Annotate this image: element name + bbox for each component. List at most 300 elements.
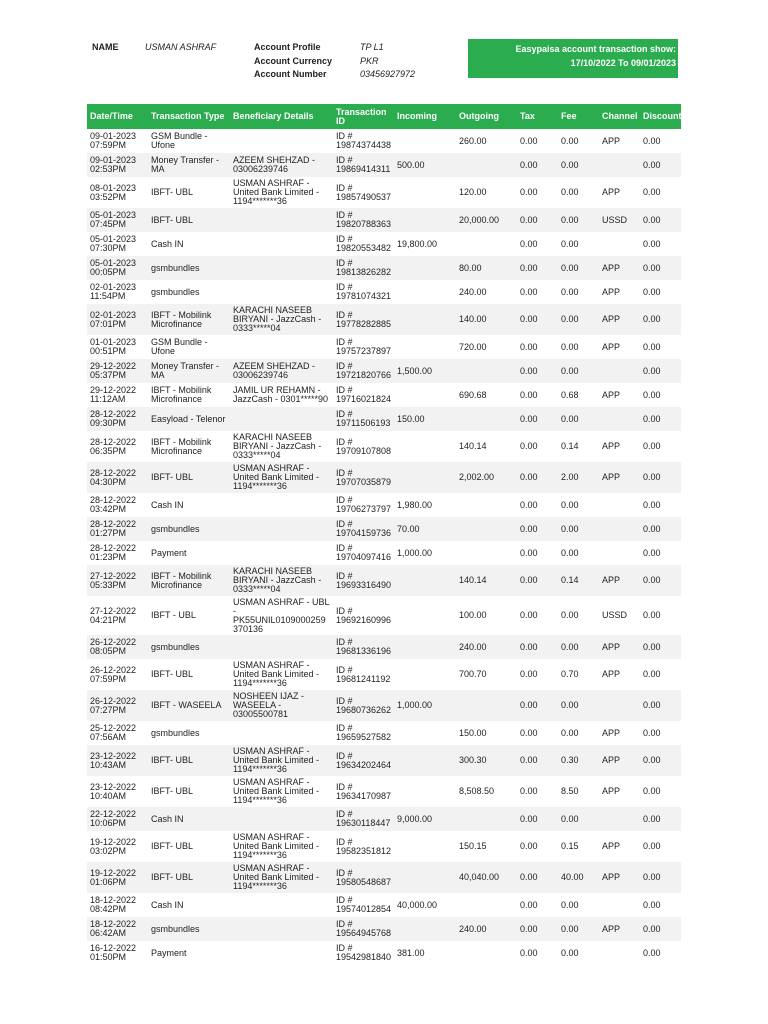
table-header-row <box>87 104 681 129</box>
tax-cell: 0.00 <box>520 286 538 297</box>
table-row <box>87 304 681 335</box>
transaction-type-cell: IBFT - Mobilink Microfinance <box>151 436 212 456</box>
transaction-id-cell: ID # 19659527582 <box>336 723 392 742</box>
incoming-cell <box>394 721 456 745</box>
outgoing-cell: 260.00 <box>459 135 487 146</box>
transaction-type-cell: gsmbundles <box>151 641 200 652</box>
tax-cell: 0.00 <box>520 159 538 170</box>
outgoing-cell: 240.00 <box>459 923 487 934</box>
tax-cell: 0.00 <box>520 755 538 765</box>
col-transaction-id-header: Transaction ID <box>336 106 387 126</box>
beneficiary-cell: KARACHI NASEEB BIRYANI - JazzCash - 0333*****04 <box>233 432 322 460</box>
channel-cell <box>599 493 640 517</box>
outgoing-cell: 150.00 <box>459 727 487 738</box>
channel-cell: APP <box>602 441 621 451</box>
tax-cell: 0.00 <box>520 187 538 197</box>
outgoing-cell: 80.00 <box>459 262 482 273</box>
discount-cell: 0.00 <box>643 286 661 297</box>
outgoing-cell <box>456 893 517 917</box>
incoming-cell <box>394 177 456 208</box>
outgoing-cell: 8,508.50 <box>459 786 495 796</box>
incoming-cell <box>394 335 456 359</box>
tax-cell: 0.00 <box>520 947 538 958</box>
transaction-type-cell: Cash IN <box>151 499 184 510</box>
date-time-cell: 01-01-2023 00:51PM <box>90 337 137 356</box>
date-time-cell: 22-12-2022 10:06PM <box>90 809 137 828</box>
transaction-type-cell: IBFT- UBL <box>151 669 194 679</box>
name-value: USMAN ASHRAF <box>145 42 217 52</box>
fee-cell: 0.00 <box>561 314 579 324</box>
fee-cell: 0.00 <box>561 523 579 534</box>
account-number-label: Account Number <box>254 69 327 79</box>
fee-cell: 0.68 <box>561 389 579 400</box>
transaction-type-cell: IBFT- UBL <box>151 755 194 765</box>
discount-cell: 0.00 <box>643 947 661 958</box>
statement-period-box <box>468 39 678 78</box>
beneficiary-cell <box>230 517 333 541</box>
col-incoming-header: Incoming <box>397 111 437 121</box>
fee-cell: 0.00 <box>561 813 579 824</box>
incoming-cell: 40,000.00 <box>397 899 438 910</box>
discount-cell: 0.00 <box>643 341 661 352</box>
fee-cell: 0.00 <box>561 727 579 738</box>
date-time-cell: 28-12-2022 06:35PM <box>90 436 137 456</box>
transaction-id-cell: ID # 19711506193 <box>336 409 391 428</box>
col-transaction-type-header: Transaction Type <box>151 111 225 121</box>
beneficiary-cell <box>230 493 333 517</box>
date-time-cell: 28-12-2022 09:30PM <box>90 409 137 428</box>
channel-cell: APP <box>602 389 621 400</box>
incoming-cell: 500.00 <box>397 159 425 170</box>
table-row <box>87 541 681 565</box>
date-time-cell: 09-01-2023 02:53PM <box>90 155 137 174</box>
incoming-cell <box>394 635 456 659</box>
table-row <box>87 153 681 177</box>
incoming-cell: 1,000.00 <box>397 700 433 710</box>
date-time-cell: 29-12-2022 11:12AM <box>90 385 137 404</box>
incoming-cell <box>394 431 456 462</box>
discount-cell: 0.00 <box>643 727 661 738</box>
date-time-cell: 05-01-2023 00:05PM <box>90 258 137 277</box>
discount-cell: 0.00 <box>643 575 661 585</box>
tax-cell: 0.00 <box>520 523 538 534</box>
transaction-id-cell: ID # 19709107808 <box>336 436 392 456</box>
table-row <box>87 596 681 635</box>
transaction-id-cell: ID # 19634170987 <box>336 781 392 801</box>
beneficiary-cell: USMAN ASHRAF - United Bank Limited - 1194*******36 <box>233 463 320 491</box>
date-time-cell: 28-12-2022 04:30PM <box>90 467 137 487</box>
col-date-time-header: Date/Time <box>90 111 133 121</box>
tax-cell: 0.00 <box>520 727 538 738</box>
transaction-id-cell: ID # 19716021824 <box>336 385 392 404</box>
incoming-cell <box>394 129 456 153</box>
date-time-cell: 26-12-2022 07:27PM <box>90 695 137 715</box>
outgoing-cell <box>456 807 517 831</box>
transaction-type-cell: Payment <box>151 547 187 558</box>
transaction-type-cell: gsmbundles <box>151 286 200 297</box>
incoming-cell <box>394 917 456 941</box>
beneficiary-cell: USMAN ASHRAF - United Bank Limited - 1194*******36 <box>233 178 320 206</box>
date-time-cell: 09-01-2023 07:59PM <box>90 131 137 150</box>
col-fee-header: Fee <box>561 111 577 121</box>
channel-cell: APP <box>602 786 621 796</box>
fee-cell: 0.00 <box>561 547 579 558</box>
table-row <box>87 232 681 256</box>
tax-cell: 0.00 <box>520 472 538 482</box>
outgoing-cell: 140.14 <box>459 575 487 585</box>
transaction-id-cell: ID # 19820553482 <box>336 234 392 253</box>
table-row <box>87 941 681 965</box>
beneficiary-cell: USMAN ASHRAF - United Bank Limited - 1194*******36 <box>233 863 320 891</box>
table-row <box>87 383 681 407</box>
transaction-type-cell: IBFT- UBL <box>151 187 194 197</box>
channel-cell <box>599 941 640 965</box>
date-time-cell: 05-01-2023 07:45PM <box>90 210 137 229</box>
channel-cell: APP <box>602 135 621 146</box>
channel-cell <box>599 407 640 431</box>
incoming-cell <box>394 745 456 776</box>
beneficiary-cell <box>230 941 333 965</box>
incoming-cell <box>394 596 456 635</box>
discount-cell: 0.00 <box>643 523 661 534</box>
outgoing-cell <box>456 407 517 431</box>
beneficiary-cell: AZEEM SHEHZAD - 03006239746 <box>233 155 316 174</box>
incoming-cell: 9,000.00 <box>397 813 433 824</box>
account-profile-value: TP L1 <box>360 42 384 52</box>
fee-cell: 0.00 <box>561 187 579 197</box>
date-time-cell: 02-01-2023 07:01PM <box>90 309 137 329</box>
transaction-type-cell: gsmbundles <box>151 262 200 273</box>
transactions-table <box>87 104 681 965</box>
transaction-type-cell: IBFT- UBL <box>151 841 194 851</box>
beneficiary-cell: AZEEM SHEHZAD - 03006239746 <box>233 361 316 380</box>
tax-cell: 0.00 <box>520 786 538 796</box>
table-row <box>87 208 681 232</box>
beneficiary-cell: USMAN ASHRAF - United Bank Limited - 1194*******36 <box>233 660 320 688</box>
fee-cell: 0.00 <box>561 923 579 934</box>
fee-cell: 8.50 <box>561 786 579 796</box>
transaction-id-cell: ID # 19564945768 <box>336 919 392 938</box>
transaction-type-cell: IBFT - Mobilink Microfinance <box>151 309 212 329</box>
beneficiary-cell <box>230 917 333 941</box>
tax-cell: 0.00 <box>520 441 538 451</box>
tax-cell: 0.00 <box>520 547 538 558</box>
outgoing-cell <box>456 541 517 565</box>
discount-cell: 0.00 <box>643 214 661 225</box>
channel-cell: APP <box>602 286 621 297</box>
transaction-type-cell: Money Transfer - MA <box>151 361 220 380</box>
fee-cell: 0.00 <box>561 365 579 376</box>
outgoing-cell: 720.00 <box>459 341 487 352</box>
transaction-id-cell: ID # 19692160996 <box>336 605 392 625</box>
transaction-type-cell: gsmbundles <box>151 923 200 934</box>
incoming-cell: 1,000.00 <box>397 547 433 558</box>
beneficiary-cell: JAMIL UR REHAMN - JazzCash - 0301*****90 <box>233 385 329 404</box>
transaction-id-cell: ID # 19582351812 <box>336 836 392 856</box>
discount-cell: 0.00 <box>643 923 661 934</box>
col-channel-header: Channel <box>602 111 638 121</box>
discount-cell: 0.00 <box>643 872 661 882</box>
outgoing-cell: 240.00 <box>459 286 487 297</box>
tax-cell: 0.00 <box>520 923 538 934</box>
discount-cell: 0.00 <box>643 669 661 679</box>
transaction-type-cell: Payment <box>151 947 187 958</box>
fee-cell: 0.00 <box>561 341 579 352</box>
channel-cell: APP <box>602 923 621 934</box>
transaction-type-cell: Cash IN <box>151 238 184 249</box>
beneficiary-cell: NOSHEEN IJAZ - WASEELA - 03005500781 <box>233 691 305 719</box>
tax-cell: 0.00 <box>520 262 538 273</box>
channel-cell: APP <box>602 262 621 273</box>
transaction-type-cell: gsmbundles <box>151 727 200 738</box>
tax-cell: 0.00 <box>520 135 538 146</box>
tax-cell: 0.00 <box>520 700 538 710</box>
fee-cell: 0.14 <box>561 575 579 585</box>
outgoing-cell: 300.30 <box>459 755 487 765</box>
tax-cell: 0.00 <box>520 575 538 585</box>
table-row <box>87 335 681 359</box>
tax-cell: 0.00 <box>520 341 538 352</box>
table-row <box>87 721 681 745</box>
channel-cell: APP <box>602 841 621 851</box>
beneficiary-cell <box>230 407 333 431</box>
table-row <box>87 177 681 208</box>
fee-cell: 0.00 <box>561 214 579 225</box>
table-row <box>87 831 681 862</box>
table-row <box>87 462 681 493</box>
outgoing-cell: 150.15 <box>459 841 487 851</box>
fee-cell: 0.00 <box>561 262 579 273</box>
transaction-type-cell: IBFT- UBL <box>151 472 194 482</box>
fee-cell: 40.00 <box>561 872 584 882</box>
discount-cell: 0.00 <box>643 441 661 451</box>
table-row <box>87 776 681 807</box>
transaction-id-cell: ID # 19857490537 <box>336 182 392 202</box>
channel-cell <box>599 893 640 917</box>
discount-cell: 0.00 <box>643 700 661 710</box>
channel-cell: APP <box>602 314 621 324</box>
beneficiary-cell: USMAN ASHRAF - United Bank Limited - 1194*******36 <box>233 832 320 860</box>
discount-cell: 0.00 <box>643 641 661 652</box>
transaction-id-cell: ID # 19757237897 <box>336 337 392 356</box>
table-row <box>87 517 681 541</box>
tax-cell: 0.00 <box>520 499 538 510</box>
beneficiary-cell: USMAN ASHRAF - UBL - PK55UNIL0109000259 370136 <box>233 596 330 634</box>
transaction-type-cell: gsmbundles <box>151 523 200 534</box>
beneficiary-cell <box>230 129 333 153</box>
date-time-cell: 18-12-2022 06:42AM <box>90 919 137 938</box>
date-time-cell: 25-12-2022 07:56AM <box>90 723 137 742</box>
incoming-cell <box>394 831 456 862</box>
account-currency-label: Account Currency <box>254 55 333 66</box>
transaction-id-cell: ID # 19630118447 <box>336 809 391 828</box>
outgoing-cell: 700.70 <box>459 669 487 679</box>
fee-cell: 0.00 <box>561 899 579 910</box>
table-row <box>87 745 681 776</box>
col-beneficiary-details-header: Beneficiary Details <box>233 111 314 121</box>
account-currency-value: PKR <box>360 55 379 66</box>
tax-cell: 0.00 <box>520 413 538 424</box>
col-outgoing-header: Outgoing <box>459 111 499 121</box>
transaction-id-cell: ID # 19706273797 <box>336 495 392 514</box>
table-body <box>87 129 681 965</box>
table-row <box>87 635 681 659</box>
discount-cell: 0.00 <box>643 472 661 482</box>
channel-cell <box>599 690 640 721</box>
incoming-cell <box>394 256 456 280</box>
transaction-type-cell: IBFT- UBL <box>151 786 194 796</box>
transaction-id-cell: ID # 19681336196 <box>336 637 392 656</box>
beneficiary-cell <box>230 256 333 280</box>
incoming-cell <box>394 776 456 807</box>
channel-cell: APP <box>602 669 621 679</box>
transaction-type-cell: GSM Bundle - Ufone <box>151 337 208 356</box>
date-time-cell: 23-12-2022 10:40AM <box>90 781 137 801</box>
tax-cell: 0.00 <box>520 314 538 324</box>
outgoing-cell: 20,000.00 <box>459 214 500 225</box>
transaction-id-cell: ID # 19681241192 <box>336 664 391 684</box>
date-time-cell: 29-12-2022 05:37PM <box>90 361 137 380</box>
incoming-cell: 150.00 <box>397 413 425 424</box>
transaction-id-cell: ID # 19680736262 <box>336 695 392 715</box>
discount-cell: 0.00 <box>643 238 661 249</box>
incoming-cell <box>394 383 456 407</box>
transaction-type-cell: IBFT - UBL <box>151 610 196 620</box>
account-meta-labels <box>254 41 332 82</box>
discount-cell: 0.00 <box>643 499 661 510</box>
incoming-cell: 1,980.00 <box>397 499 433 510</box>
transaction-type-cell: IBFT - WASEELA <box>151 700 222 710</box>
table-row <box>87 917 681 941</box>
tax-cell: 0.00 <box>520 899 538 910</box>
outgoing-cell: 140.14 <box>459 441 487 451</box>
tax-cell: 0.00 <box>520 238 538 249</box>
transaction-id-cell: ID # 19820788363 <box>336 210 392 229</box>
outgoing-cell <box>456 493 517 517</box>
fee-cell: 0.00 <box>561 700 579 710</box>
fee-cell: 0.00 <box>561 413 579 424</box>
discount-cell: 0.00 <box>643 547 661 558</box>
discount-cell: 0.00 <box>643 187 661 197</box>
account-meta-values <box>360 41 415 82</box>
discount-cell: 0.00 <box>643 899 661 910</box>
date-time-cell: 28-12-2022 01:27PM <box>90 519 137 538</box>
name-label: NAME <box>92 42 119 52</box>
channel-cell <box>599 541 640 565</box>
tax-cell: 0.00 <box>520 610 538 620</box>
table-row <box>87 431 681 462</box>
outgoing-cell: 120.00 <box>459 187 487 197</box>
fee-cell: 0.15 <box>561 841 579 851</box>
transaction-id-cell: ID # 19634202464 <box>336 750 392 770</box>
beneficiary-cell <box>230 635 333 659</box>
channel-cell: APP <box>602 641 621 652</box>
fee-cell: 0.00 <box>561 159 579 170</box>
discount-cell: 0.00 <box>643 413 661 424</box>
account-number-value: 03456927972 <box>360 69 416 79</box>
beneficiary-cell <box>230 807 333 831</box>
col-discount-header: Discount <box>643 111 682 121</box>
table-row <box>87 493 681 517</box>
statement-range: 17/10/2022 To 09/01/2023 <box>570 58 676 68</box>
channel-cell: APP <box>602 472 621 482</box>
date-time-cell: 28-12-2022 01:23PM <box>90 543 137 562</box>
beneficiary-cell: KARACHI NASEEB BIRYANI - JazzCash - 0333*****04 <box>233 305 322 333</box>
incoming-cell <box>394 565 456 596</box>
date-time-cell: 05-01-2023 07:30PM <box>90 234 137 253</box>
incoming-cell <box>394 862 456 893</box>
channel-cell <box>599 807 640 831</box>
transaction-type-cell: GSM Bundle - Ufone <box>151 131 208 150</box>
fee-cell: 0.00 <box>561 238 579 249</box>
date-time-cell: 19-12-2022 01:06PM <box>90 867 137 887</box>
channel-cell <box>599 359 640 383</box>
beneficiary-cell: USMAN ASHRAF - United Bank Limited - 1194*******36 <box>233 777 320 805</box>
fee-cell: 0.00 <box>561 947 579 958</box>
date-time-cell: 26-12-2022 08:05PM <box>90 637 137 656</box>
transaction-type-cell: IBFT- UBL <box>151 872 194 882</box>
channel-cell: APP <box>602 755 621 765</box>
beneficiary-cell <box>230 280 333 304</box>
fee-cell: 0.00 <box>561 286 579 297</box>
incoming-cell: 19,800.00 <box>397 238 438 249</box>
table-row <box>87 129 681 153</box>
channel-cell: APP <box>602 187 621 197</box>
transaction-id-cell: ID # 19693316490 <box>336 570 392 590</box>
discount-cell: 0.00 <box>643 841 661 851</box>
beneficiary-cell <box>230 335 333 359</box>
transaction-type-cell: IBFT- UBL <box>151 214 194 225</box>
table-row <box>87 256 681 280</box>
table-row <box>87 690 681 721</box>
statement-title: Easypaisa account transaction show: <box>515 44 676 54</box>
tax-cell: 0.00 <box>520 389 538 400</box>
date-time-cell: 27-12-2022 05:33PM <box>90 570 137 590</box>
fee-cell: 0.30 <box>561 755 579 765</box>
tax-cell: 0.00 <box>520 641 538 652</box>
date-time-cell: 16-12-2022 01:50PM <box>90 943 137 962</box>
beneficiary-cell: KARACHI NASEEB BIRYANI - JazzCash - 0333*****04 <box>233 566 322 594</box>
table-row <box>87 407 681 431</box>
incoming-cell: 381.00 <box>397 947 425 958</box>
beneficiary-cell: USMAN ASHRAF - United Bank Limited - 1194*******36 <box>233 746 320 774</box>
fee-cell: 2.00 <box>561 472 579 482</box>
fee-cell: 0.70 <box>561 669 579 679</box>
transaction-type-cell: Cash IN <box>151 813 184 824</box>
discount-cell: 0.00 <box>643 262 661 273</box>
date-time-cell: 23-12-2022 10:43AM <box>90 750 137 770</box>
table-row <box>87 659 681 690</box>
discount-cell: 0.00 <box>643 813 661 824</box>
transaction-id-cell: ID # 19721820766 <box>336 361 392 380</box>
transaction-id-cell: ID # 19869414311 <box>336 155 391 174</box>
beneficiary-cell <box>230 721 333 745</box>
discount-cell: 0.00 <box>643 786 661 796</box>
discount-cell: 0.00 <box>643 135 661 146</box>
table-row <box>87 280 681 304</box>
outgoing-cell: 690.68 <box>459 389 487 400</box>
table-row <box>87 862 681 893</box>
col-tax-header: Tax <box>520 111 535 121</box>
transaction-id-cell: ID # 19778282885 <box>336 309 392 329</box>
transaction-id-cell: ID # 19542981840 <box>336 943 392 962</box>
tax-cell: 0.00 <box>520 669 538 679</box>
date-time-cell: 19-12-2022 03:02PM <box>90 836 137 856</box>
incoming-cell <box>394 280 456 304</box>
tax-cell: 0.00 <box>520 872 538 882</box>
discount-cell: 0.00 <box>643 159 661 170</box>
tax-cell: 0.00 <box>520 214 538 225</box>
